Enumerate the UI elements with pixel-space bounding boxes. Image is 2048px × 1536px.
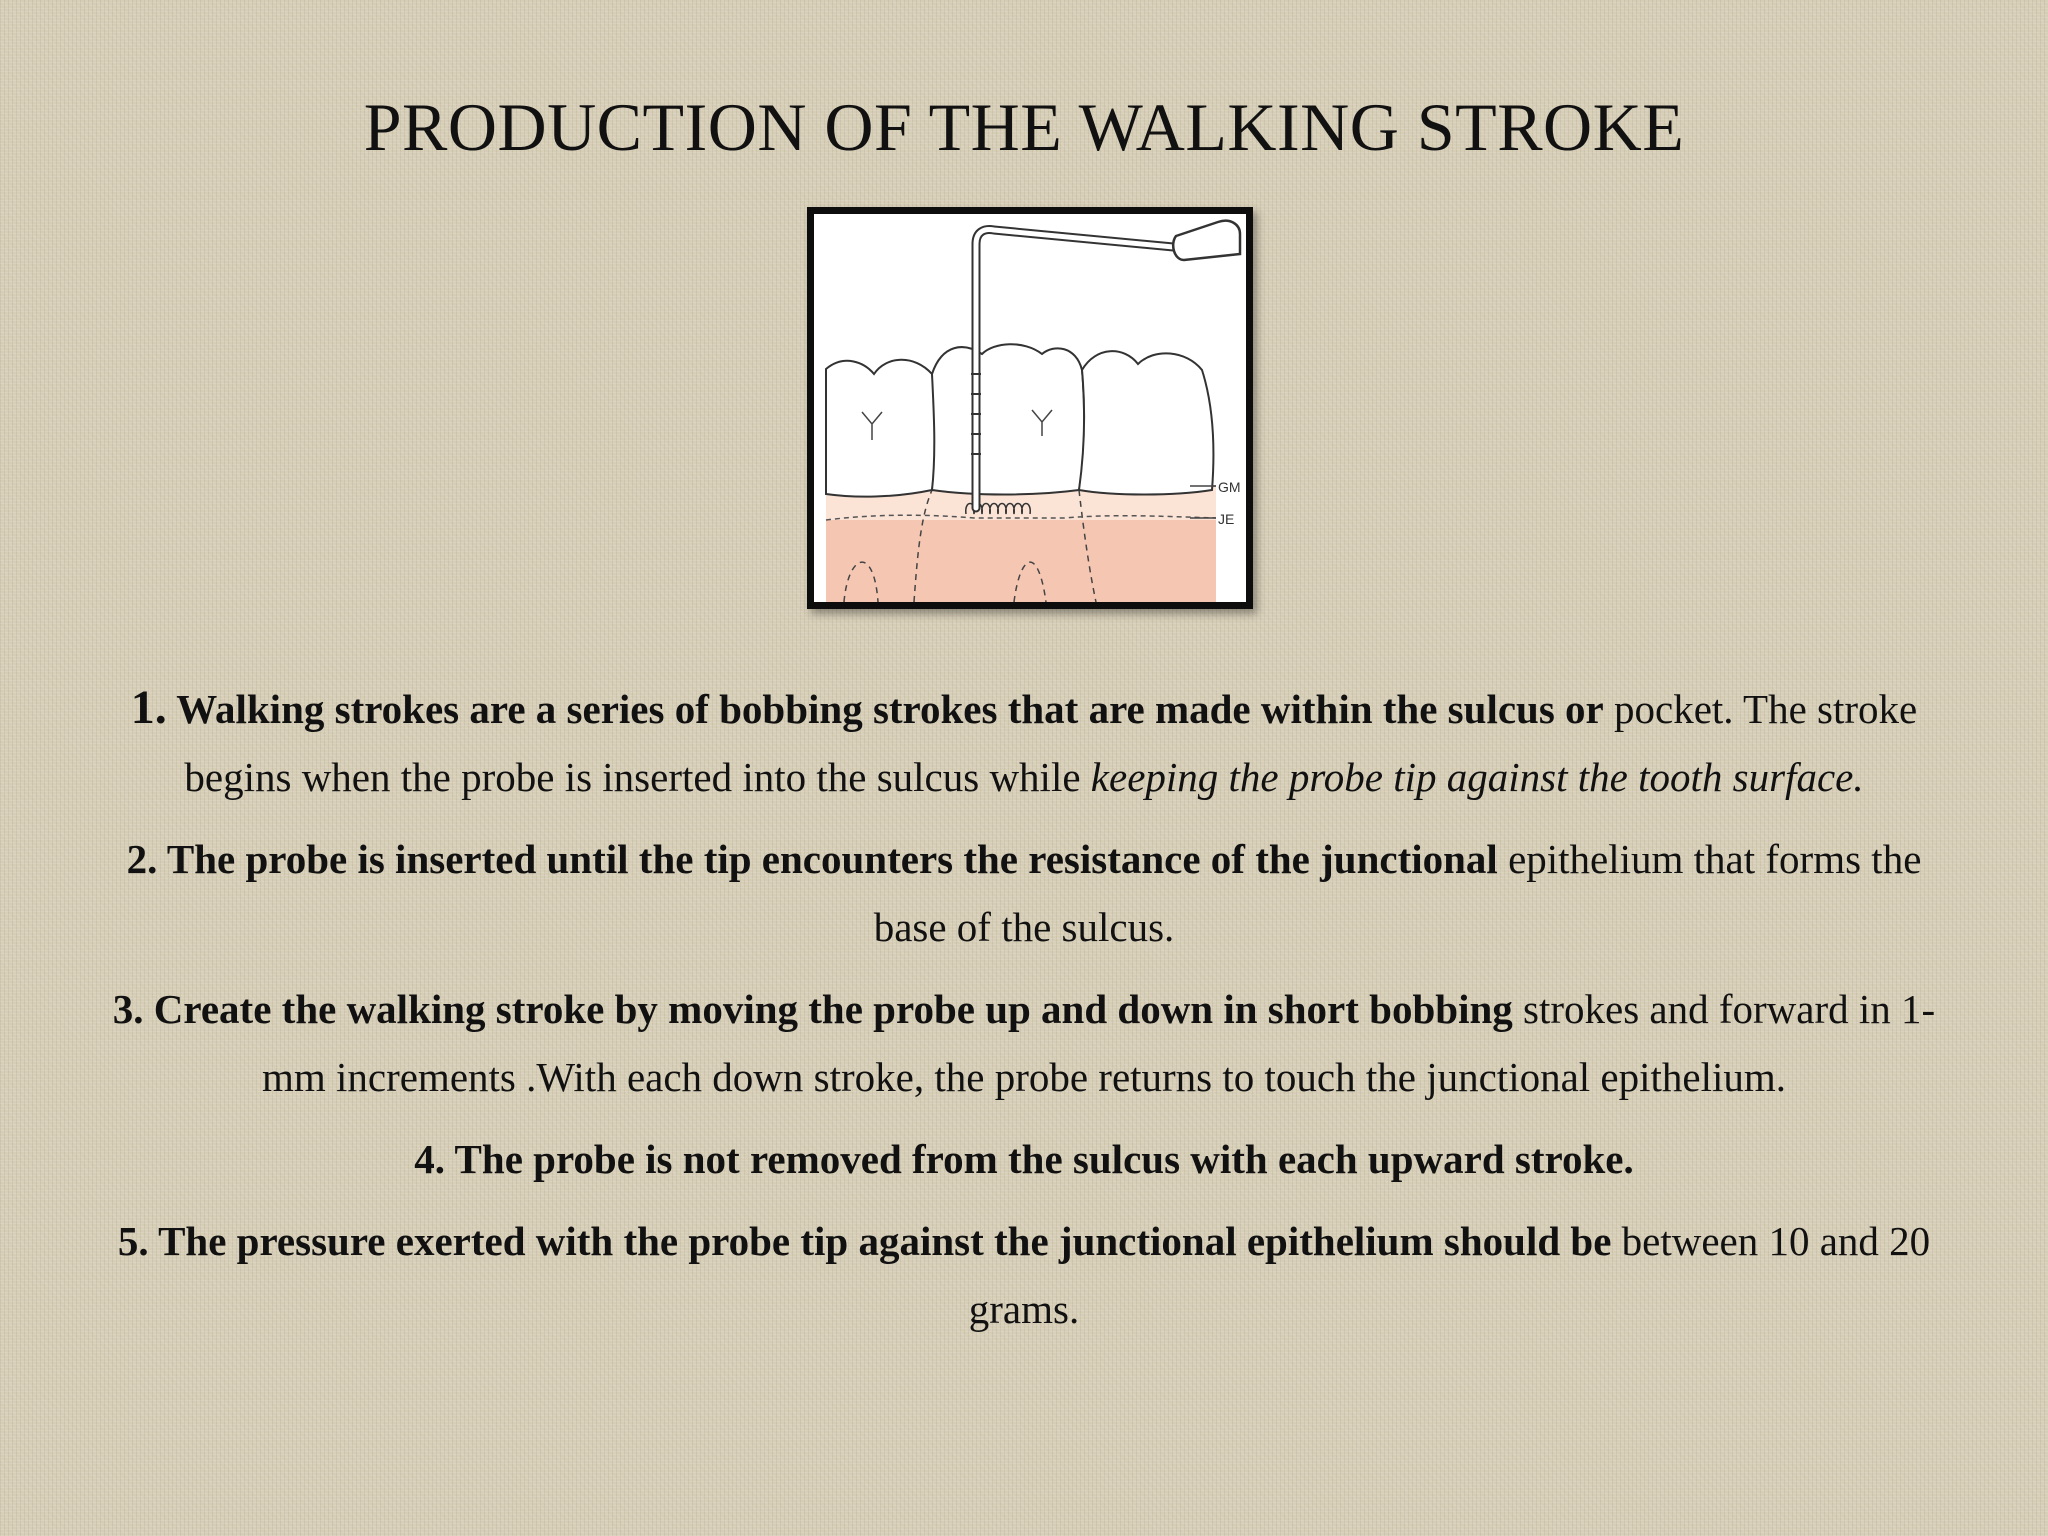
je-label: JE	[1218, 511, 1235, 527]
tooth-right	[1079, 351, 1213, 494]
step-2-bold: 2. The probe is inserted until the tip encounters the resistance of the junctional	[126, 836, 1498, 882]
step-1-regular: pocket. The stroke begins when the probe is inserted into the sulcus while	[184, 686, 1918, 800]
step-2-regular: epithelium that forms the base of the sulcus.	[873, 836, 1922, 950]
step-2	[100, 825, 1948, 961]
step-3-regular: strokes and forward in 1-mm increments .With each down stroke, the probe returns to touch the junctional epithelium.	[261, 986, 1936, 1100]
step-5-regular: between 10 and 20 grams.	[968, 1218, 1931, 1332]
tooth-center	[932, 344, 1084, 494]
step-5	[100, 1207, 1948, 1343]
step-list	[100, 674, 1948, 1357]
step-1-number: 1.	[130, 681, 167, 734]
teeth-probe-diagram	[814, 214, 1246, 602]
step-3	[100, 975, 1948, 1111]
probe-handle	[1173, 221, 1240, 260]
step-3-bold: 3. Create the walking stroke by moving the probe up and down in short bobbing	[112, 986, 1513, 1032]
step-4	[100, 1125, 1948, 1193]
probe-illustration	[807, 207, 1253, 609]
step-1-bold: Walking strokes are a series of bobbing strokes that are made within the sulcus or	[166, 686, 1604, 732]
tooth-left	[826, 360, 936, 497]
gingiva-lower	[826, 520, 1216, 602]
step-5-bold: 5. The pressure exerted with the probe tip against the junctional epithelium should be	[117, 1218, 1612, 1264]
step-4-bold: 4. The probe is not removed from the sulcus with each upward stroke.	[414, 1136, 1634, 1182]
slide-title: PRODUCTION OF THE WALKING STROKE	[363, 89, 1685, 165]
step-1-italic: keeping the probe tip against the tooth surface.	[1090, 754, 1864, 800]
gm-label: GM	[1218, 479, 1241, 495]
step-1	[100, 674, 1948, 811]
